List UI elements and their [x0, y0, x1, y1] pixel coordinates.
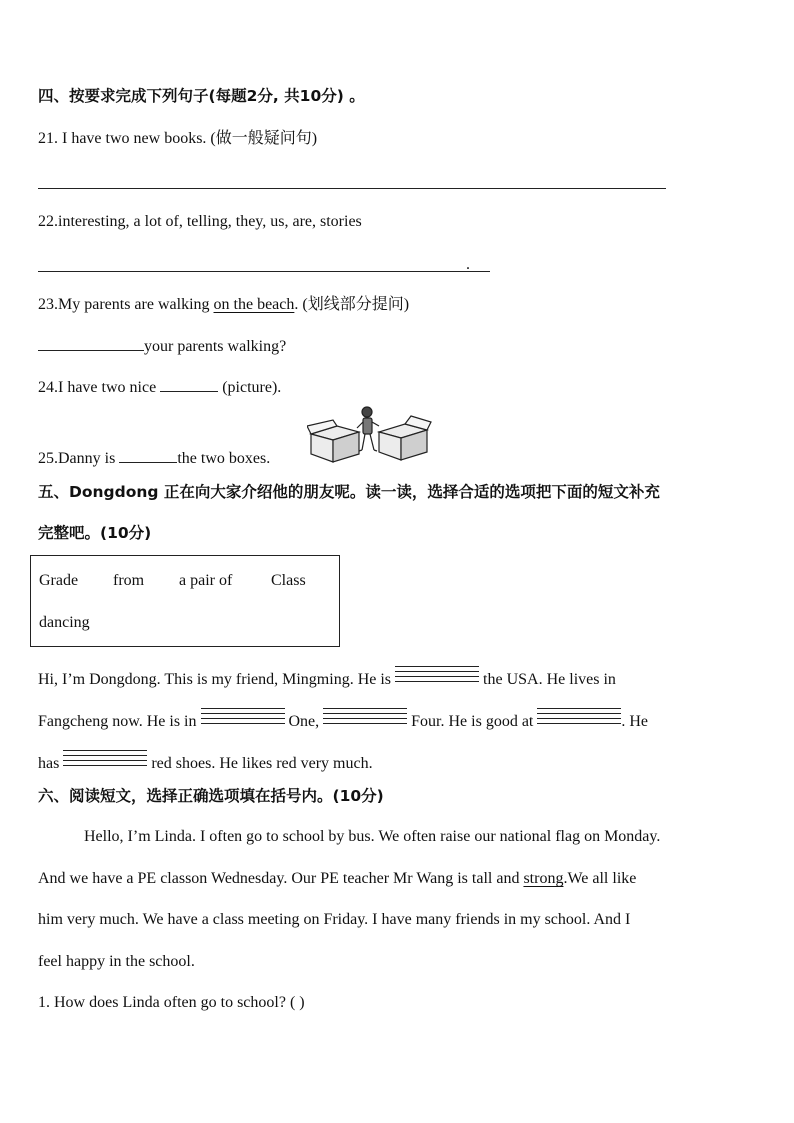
- fill-blank-5[interactable]: [63, 750, 147, 770]
- q23-underlined-phrase: on the beach: [213, 296, 295, 313]
- question-22: 22.interesting, a lot of, telling, they, us, are, stories: [38, 213, 362, 230]
- passage-line-2: [38, 708, 648, 733]
- q23-text-post: . (划线部分提问): [294, 296, 410, 313]
- section5-heading-line1: 五、Dongdong 正在向大家介绍他的朋友呢。读一读，选择合适的选项把下面的短文补充: [38, 483, 660, 501]
- word-option-dancing: dancing: [39, 614, 90, 631]
- answer-23: [38, 336, 286, 358]
- fill-blank-2[interactable]: [201, 708, 285, 728]
- passage-text: the USA. He lives in: [479, 671, 616, 688]
- section6-heading: 六、阅读短文，选择正确选项填在括号内。(10分): [38, 787, 384, 805]
- fill-blank-4[interactable]: [537, 708, 621, 728]
- passage-line-3: [38, 750, 373, 775]
- word-option-grade: Grade: [39, 572, 79, 589]
- question-23: [38, 294, 409, 316]
- passage-text: has: [38, 755, 64, 772]
- passage-line-1: [38, 666, 616, 691]
- answer-line-22[interactable]: [38, 271, 490, 272]
- boy-between-boxes-illustration: [307, 404, 433, 466]
- q25-text-pre: 25.Danny is: [38, 450, 120, 467]
- word-bank-box: [30, 555, 340, 647]
- fill-blank-3[interactable]: [323, 708, 407, 728]
- answer-23-blank[interactable]: [38, 336, 144, 351]
- fill-blank-1[interactable]: [395, 666, 479, 686]
- section4-heading: 四、按要求完成下列句子(每题2分, 共10分) 。: [38, 87, 365, 105]
- word-option-class: Class: [271, 572, 306, 589]
- answer-22-period: .: [466, 256, 470, 273]
- question-25: [38, 448, 270, 470]
- passage-text: red shoes. He likes red very much.: [147, 755, 373, 772]
- passage-text: . He: [621, 713, 649, 730]
- reading-text: And we have a PE classon Wednesday. Our PE teacher Mr Wang is tall and: [38, 870, 524, 887]
- question-21: 21. I have two new books. (做一般疑问句): [38, 130, 318, 147]
- reading-text: Hello, I’m Linda. I often go to school by bus. We often raise our national flag on Monday.: [84, 828, 661, 845]
- reading-passage-line-2: [38, 868, 636, 890]
- q25-text-post: the two boxes.: [177, 450, 271, 467]
- reading-text: .We all like: [563, 870, 637, 887]
- q24-text-post: (picture).: [218, 379, 282, 396]
- passage-text: Four. He is good at: [407, 713, 538, 730]
- section5-heading-line2: 完整吧。(10分): [38, 524, 152, 542]
- word-option-a-pair-of: a pair of: [179, 572, 233, 589]
- underlined-word-strong: strong: [523, 870, 564, 887]
- q25-blank[interactable]: [119, 448, 177, 463]
- q23-text-pre: 23.My parents are walking: [38, 296, 214, 313]
- passage-text: Fangcheng now. He is in: [38, 713, 201, 730]
- answer-line-21[interactable]: [38, 188, 666, 189]
- question-24: [38, 377, 281, 399]
- q24-text-pre: 24.I have two nice: [38, 379, 161, 396]
- word-option-from: from: [113, 572, 145, 589]
- reading-passage-line-4: feel happy in the school.: [38, 953, 195, 970]
- reading-passage-line-3: him very much. We have a class meeting on Friday. I have many friends in my school. And I: [38, 911, 631, 928]
- reading-passage-line-1: [38, 826, 660, 848]
- q24-blank[interactable]: [160, 377, 218, 392]
- passage-text: Hi, I’m Dongdong. This is my friend, Mingming. He is: [38, 671, 396, 688]
- reading-question-1: 1. How does Linda often go to school? ( ): [38, 994, 305, 1011]
- answer-23-rest: your parents walking?: [144, 338, 287, 355]
- passage-text: One,: [284, 713, 324, 730]
